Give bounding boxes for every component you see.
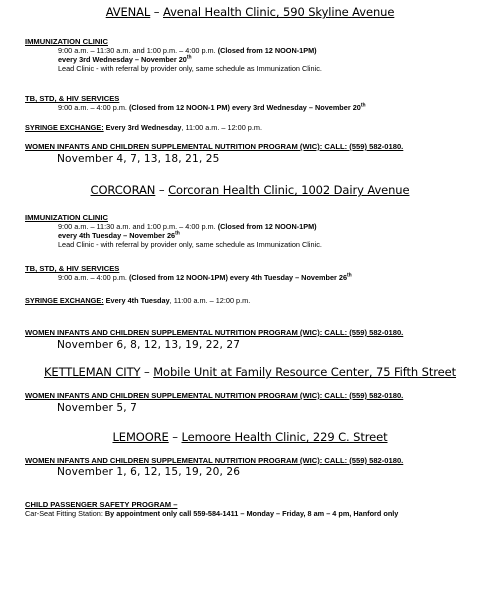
corcoran-heading: [0, 183, 500, 197]
heading-separator: –: [140, 365, 154, 379]
lemoore-dates: November 1, 6, 12, 15, 19, 20, 26: [57, 466, 241, 478]
avenal-dates: November 4, 7, 13, 18, 21, 25: [57, 153, 220, 165]
avenal-immunization-block: [25, 37, 322, 73]
tb-label: TB, STD, & HIV SERVICES: [25, 94, 120, 103]
corcoran-location: CORCORAN: [90, 183, 156, 197]
car-seat-details: Car-Seat Fitting Station: By appointment only call 559-584-1411 – Monday – Friday, 8 am – 4 pm, Hanford only: [25, 509, 399, 518]
avenal-location: AVENAL: [105, 5, 151, 19]
kettleman-location: KETTLEMAN CITY: [43, 365, 141, 379]
tb-label: TB, STD, & HIV SERVICES: [25, 264, 120, 273]
kettleman-clinic: Mobile Unit at Family Resource Center, 75 Fifth Street: [153, 365, 457, 379]
heading-separator: –: [168, 430, 182, 444]
corcoran-syringe-exchange: SYRINGE EXCHANGE: Every 4th Tuesday, 11:00 a.m. – 12:00 p.m.: [25, 296, 251, 305]
avenal-syringe-exchange: SYRINGE EXCHANGE: Every 3rd Wednesday, 11:00 a.m. – 12:00 p.m.: [25, 123, 262, 132]
corcoran-tb-block: [25, 264, 352, 282]
immunization-label: IMMUNIZATION CLINIC: [25, 37, 108, 46]
avenal-tb-block: [25, 94, 366, 112]
lead-clinic-note: Lead Clinic - with referral by provider only, same schedule as Immunization Clinic.: [58, 64, 322, 73]
immunization-hours: 9:00 a.m. – 11:30 a.m. and 1:00 p.m. – 4:00 p.m. (Closed from 12 NOON-1PM): [58, 46, 317, 55]
lemoore-heading: [0, 430, 500, 444]
kettleman-heading: [0, 365, 500, 379]
immunization-days: every 3rd Wednesday – November 20th: [58, 54, 192, 64]
immunization-hours: 9:00 a.m. – 11:30 a.m. and 1:00 p.m. – 4:00 p.m. (Closed from 12 NOON-1PM): [58, 222, 317, 231]
avenal-heading: [0, 5, 500, 19]
lemoore-location: LEMOORE: [112, 430, 169, 444]
avenal-clinic: Avenal Health Clinic, 590 Skyline Avenue: [163, 5, 395, 19]
car-seat-block: [25, 500, 398, 518]
heading-separator: –: [155, 183, 169, 197]
kettleman-dates: November 5, 7: [57, 402, 137, 414]
tb-hours: 9:00 a.m. – 4:00 p.m. (Closed from 12 NOON-1PM) every 4th Tuesday – November 26th: [58, 272, 352, 282]
corcoran-clinic: Corcoran Health Clinic, 1002 Dairy Avenue: [168, 183, 410, 197]
lemoore-clinic: Lemoore Health Clinic, 229 C. Street: [181, 430, 388, 444]
kettleman-wic: WOMEN INFANTS AND CHILDREN SUPPLEMENTAL NUTRITION PROGRAM (WIC): CALL: (559) 582-0180.: [25, 391, 404, 400]
lemoore-wic: WOMEN INFANTS AND CHILDREN SUPPLEMENTAL NUTRITION PROGRAM (WIC): CALL: (559) 582-0180.: [25, 456, 404, 465]
car-seat-label: CHILD PASSENGER SAFETY PROGRAM –: [25, 500, 178, 509]
lead-clinic-note: Lead Clinic - with referral by provider only, same schedule as Immunization Clinic.: [58, 240, 322, 249]
corcoran-wic: WOMEN INFANTS AND CHILDREN SUPPLEMENTAL NUTRITION PROGRAM (WIC): CALL: (559) 582-0180.: [25, 328, 404, 337]
immunization-label: IMMUNIZATION CLINIC: [25, 213, 108, 222]
heading-separator: –: [150, 5, 163, 19]
avenal-wic: WOMEN INFANTS AND CHILDREN SUPPLEMENTAL NUTRITION PROGRAM (WIC): CALL: (559) 582-0180.: [25, 142, 404, 151]
immunization-days: every 4th Tuesday – November 26th: [58, 230, 180, 240]
tb-hours: 9:00 a.m. – 4:00 p.m. (Closed from 12 NOON-1 PM) every 3rd Wednesday – November 20th: [58, 102, 366, 112]
corcoran-dates: November 6, 8, 12, 13, 19, 22, 27: [57, 339, 241, 351]
corcoran-immunization-block: [25, 213, 322, 249]
